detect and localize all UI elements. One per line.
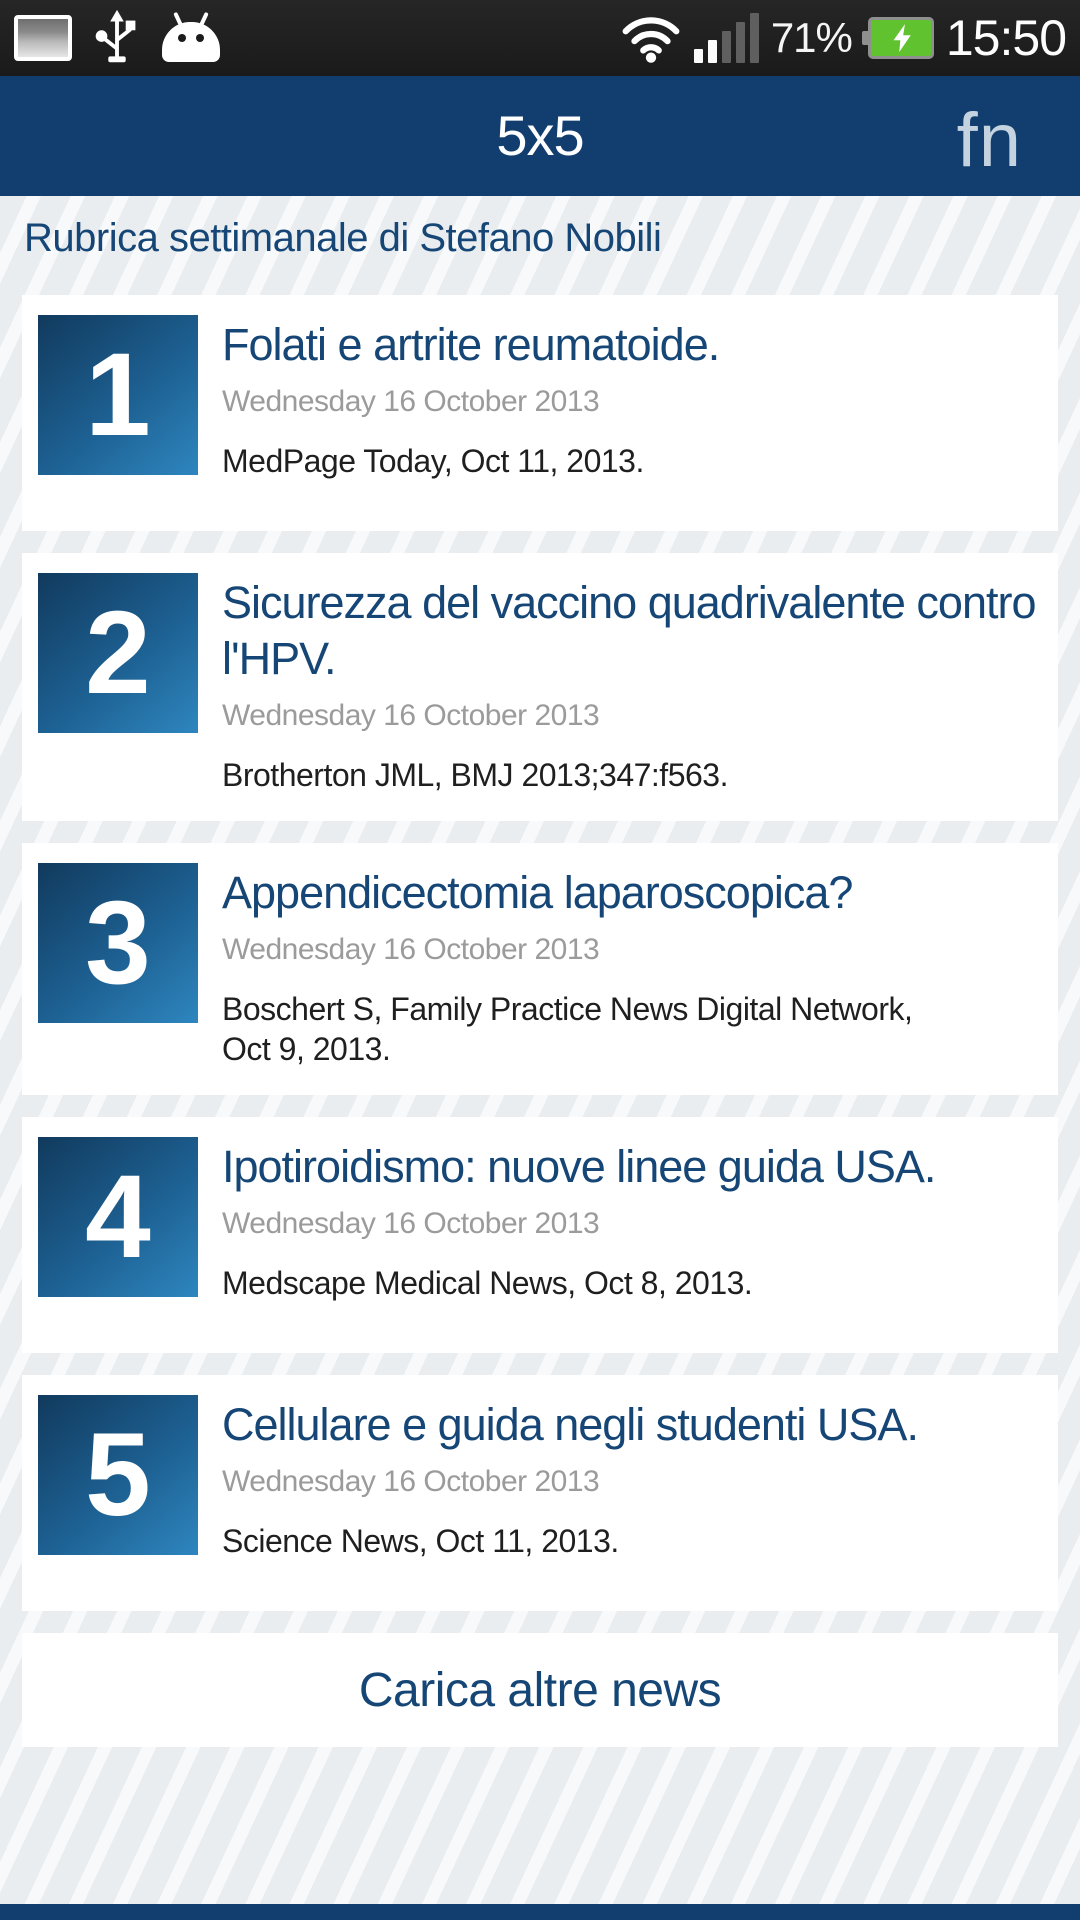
news-rank-badge: 3 <box>38 863 198 1023</box>
news-source <box>222 1263 1058 1303</box>
news-title-line: Sicurezza del vaccino quadrivalente contro <box>222 577 1036 628</box>
news-card[interactable] <box>22 1375 1058 1611</box>
news-source-line: Science News, Oct 11, 2013. <box>222 1523 619 1559</box>
news-title-line: Folati e artrite reumatoide. <box>222 319 720 370</box>
load-more-button[interactable]: Carica altre news <box>22 1633 1058 1747</box>
news-rank-badge: 1 <box>38 315 198 475</box>
news-title <box>222 575 1058 687</box>
fn-logo: fn <box>956 98 1022 183</box>
news-card-body <box>222 1395 1058 1585</box>
status-right-icons <box>620 9 1066 67</box>
news-content <box>0 196 1080 1747</box>
wifi-icon <box>620 12 682 64</box>
news-date: Wednesday 16 October 2013 <box>222 1207 600 1240</box>
news-title-line: Cellulare e guida negli studenti USA. <box>222 1399 918 1450</box>
app-header <box>0 76 1080 196</box>
screenshot-icon <box>14 15 72 61</box>
news-date: Wednesday 16 October 2013 <box>222 1465 600 1498</box>
news-title-line: Appendicectomia laparoscopica? <box>222 867 853 918</box>
news-source <box>222 1521 1058 1561</box>
battery-percent: 71% <box>770 14 852 61</box>
footer-bar <box>0 1904 1080 1920</box>
news-card[interactable] <box>22 295 1058 531</box>
news-source-line: MedPage Today, Oct 11, 2013. <box>222 443 644 479</box>
news-card[interactable] <box>22 553 1058 821</box>
news-title <box>222 1397 1058 1453</box>
app-title: 5x5 <box>496 104 584 167</box>
page-subtitle: Rubrica settimanale di Stefano Nobili <box>24 216 662 260</box>
news-card[interactable] <box>22 843 1058 1095</box>
news-title <box>222 1139 1058 1195</box>
news-card-body <box>222 315 1058 505</box>
usb-icon <box>92 8 142 68</box>
news-date: Wednesday 16 October 2013 <box>222 699 600 732</box>
status-bar <box>0 0 1080 76</box>
news-list <box>0 295 1080 1611</box>
news-date: Wednesday 16 October 2013 <box>222 933 600 966</box>
news-date: Wednesday 16 October 2013 <box>222 385 600 418</box>
news-source-line: Oct 9, 2013. <box>222 1031 391 1067</box>
status-clock: 15:50 <box>945 10 1066 66</box>
news-card-body <box>222 863 1058 1069</box>
status-left-icons <box>14 8 220 68</box>
android-icon <box>162 22 220 62</box>
news-card[interactable] <box>22 1117 1058 1353</box>
news-title-line: Ipotiroidismo: nuove linee guida USA. <box>222 1141 936 1192</box>
charging-bolt-icon <box>889 24 915 52</box>
news-source-line: Boschert S, Family Practice News Digital Network, <box>222 991 913 1027</box>
battery-charging-icon <box>868 17 934 59</box>
news-title <box>222 317 1058 373</box>
news-source <box>222 755 1058 795</box>
news-source-line: Medscape Medical News, Oct 8, 2013. <box>222 1265 753 1301</box>
news-card-body <box>222 573 1058 795</box>
news-title <box>222 865 1058 921</box>
news-rank-badge: 4 <box>38 1137 198 1297</box>
news-source <box>222 441 1058 481</box>
news-title-line: l'HPV. <box>222 633 336 684</box>
news-rank-badge: 5 <box>38 1395 198 1555</box>
news-source <box>222 989 1058 1069</box>
news-card-body <box>222 1137 1058 1327</box>
news-rank-badge: 2 <box>38 573 198 733</box>
news-source-line: Brotherton JML, BMJ 2013;347:f563. <box>222 757 728 793</box>
signal-strength-icon <box>694 13 759 63</box>
